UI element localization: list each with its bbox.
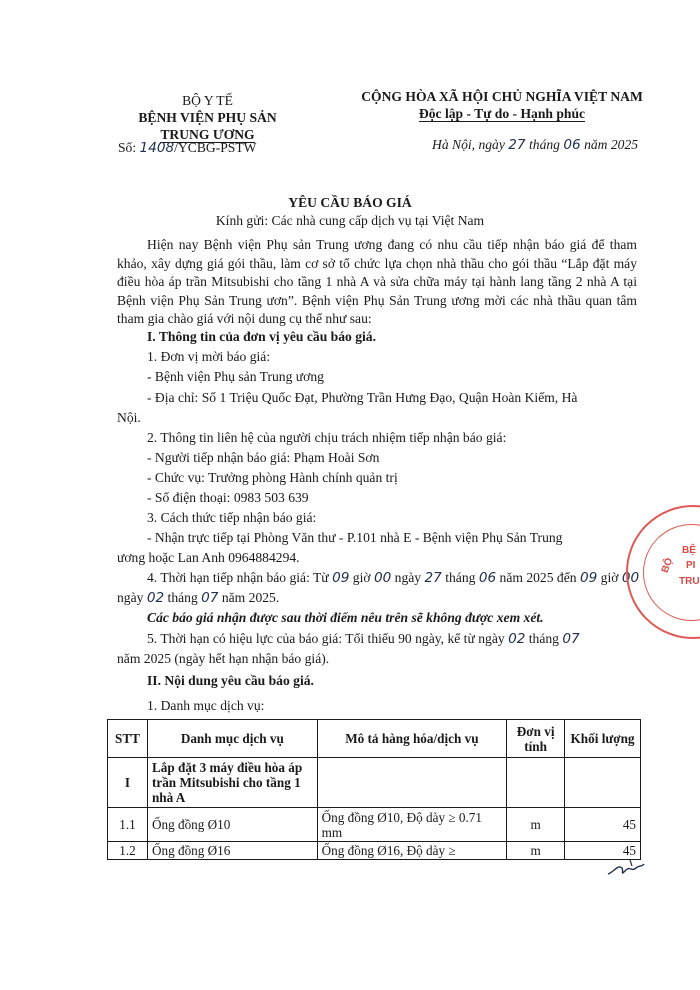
handwritten-day: 27 <box>508 137 526 153</box>
issue-date: Hà Nội, ngày 27 tháng 06 năm 2025 <box>432 137 639 153</box>
row-stt: 1.1 <box>108 808 148 842</box>
header-unit: Đơn vị tính <box>507 720 565 758</box>
table-group-row <box>108 758 641 808</box>
country-name: CỘNG HÒA XÃ HỘI CHỦ NGHĨA VIỆT NAM <box>361 89 643 104</box>
handwritten-doc-number: 1408 <box>139 140 175 156</box>
address-line1: - Địa chỉ: Số 1 Triệu Quốc Đạt, Phường Trần Hưng Đạo, Quận Hoàn Kiếm, Hà <box>147 390 578 405</box>
table-row <box>108 808 641 842</box>
national-header <box>352 88 652 122</box>
header-service: Danh mục dịch vụ <box>147 720 317 758</box>
stamp-text-3: TRU <box>679 576 700 587</box>
recipient-line: Kính gửi: Các nhà cung cấp dịch vụ tại Việt Nam <box>215 213 485 228</box>
direct-receipt-line2: ương hoặc Lan Anh 0964884294. <box>117 550 300 565</box>
row-quantity: 45 <box>565 842 641 860</box>
group-stt: I <box>108 758 148 808</box>
row-name: Ống đồng Ø16 <box>147 842 317 860</box>
row-unit: m <box>507 808 565 842</box>
late-submission-note: Các báo giá nhận được sau thời điểm nêu trên sẽ không được xem xét. <box>147 610 544 625</box>
ministry-name: BỘ Y TẾ <box>182 93 233 108</box>
stamp-text-4: BỘ <box>659 556 676 575</box>
hospital-name-line2: TRUNG ƯƠNG <box>160 127 255 142</box>
header-stt: STT <box>108 720 148 758</box>
row-description: Ống đồng Ø16, Độ dày ≥ <box>317 842 507 860</box>
document-number: Số: 1408/YCBG-PSTW <box>118 140 257 156</box>
section1-item3: 3. Cách thức tiếp nhận báo giá: <box>147 510 317 525</box>
row-description: Ống đồng Ø10, Độ dày ≥ 0.71 mm <box>317 808 507 842</box>
hospital-name-line1: BỆNH VIỆN PHỤ SẢN <box>138 110 277 125</box>
initials-signature <box>606 858 646 880</box>
national-motto: Độc lập - Tự do - Hạnh phúc <box>418 106 586 121</box>
stamp-text-1: BỆ <box>682 545 696 556</box>
section2-heading: II. Nội dung yêu cầu báo giá. <box>147 673 314 688</box>
receiver-name: - Người tiếp nhận báo giá: Phạm Hoài Sơn <box>147 450 380 465</box>
stamp-text-2: PI <box>686 560 696 571</box>
receiver-position: - Chức vụ: Trưởng phòng Hành chính quản trị <box>147 470 398 485</box>
header-quantity: Khối lượng <box>565 720 641 758</box>
inviting-unit: - Bệnh viện Phụ sản Trung ương <box>147 369 324 384</box>
section1-heading: I. Thông tin của đơn vị yêu cầu báo giá. <box>147 329 376 344</box>
direct-receipt-line1: - Nhận trực tiếp tại Phòng Văn thư - P.101 nhà E - Bệnh viện Phụ Sản Trung <box>147 530 563 545</box>
table-row <box>108 842 641 860</box>
intro-paragraph: Hiện nay Bệnh viện Phụ sản Trung ương đang có nhu cầu tiếp nhận báo giá để tham khảo, xây dựng giá gói thầu, làm cơ sở tổ chức lựa chọn nhà thầu cho gói thầu “Lắp đặt máy điều hòa áp trần Mitsubishi cho tầng 1 nhà A và sửa chữa máy tại hành lang tầng 2 nhà A tại Bệnh viện Phụ Sản Trung ươn”. Bệnh viện Phụ Sản Trung ương mời các nhà thầu quan tâm tham gia chào giá với nội dung cụ thể như sau: <box>117 237 637 326</box>
address-line2: Nội. <box>117 410 141 425</box>
section1-item1: 1. Đơn vị mời báo giá: <box>147 349 271 364</box>
service-table <box>107 719 641 860</box>
row-quantity: 45 <box>565 808 641 842</box>
section1-item5-line1: 5. Thời hạn có hiệu lực của báo giá: Tối thiểu 90 ngày, kể từ ngày 02 tháng 07 <box>147 631 580 647</box>
section1-item4-line1: 4. Thời hạn tiếp nhận báo giá: Từ 09 giờ 00 ngày 27 tháng 06 năm 2025 đến 09 giờ 00 <box>147 570 640 586</box>
row-unit: m <box>507 842 565 860</box>
document-title: YÊU CẦU BÁO GIÁ <box>288 195 412 210</box>
row-name: Ống đồng Ø10 <box>147 808 317 842</box>
group-name: Lắp đặt 3 máy điều hòa áp trần Mitsubishi cho tầng 1 nhà A <box>147 758 317 808</box>
row-stt: 1.2 <box>108 842 148 860</box>
section2-item1: 1. Danh mục dịch vụ: <box>147 698 265 713</box>
org-header <box>100 92 315 143</box>
header-description: Mô tả hàng hóa/dịch vụ <box>317 720 507 758</box>
receiver-phone: - Số điện thoại: 0983 503 639 <box>147 490 309 505</box>
section1-item5-line2: năm 2025 (ngày hết hạn nhận báo giá). <box>117 651 330 666</box>
section1-item2: 2. Thông tin liên hệ của người chịu trách nhiệm tiếp nhận báo giá: <box>147 430 507 445</box>
table-header-row <box>108 720 641 758</box>
handwritten-month: 06 <box>563 137 581 153</box>
section1-item4-line2: ngày 02 tháng 07 năm 2025. <box>117 590 280 606</box>
